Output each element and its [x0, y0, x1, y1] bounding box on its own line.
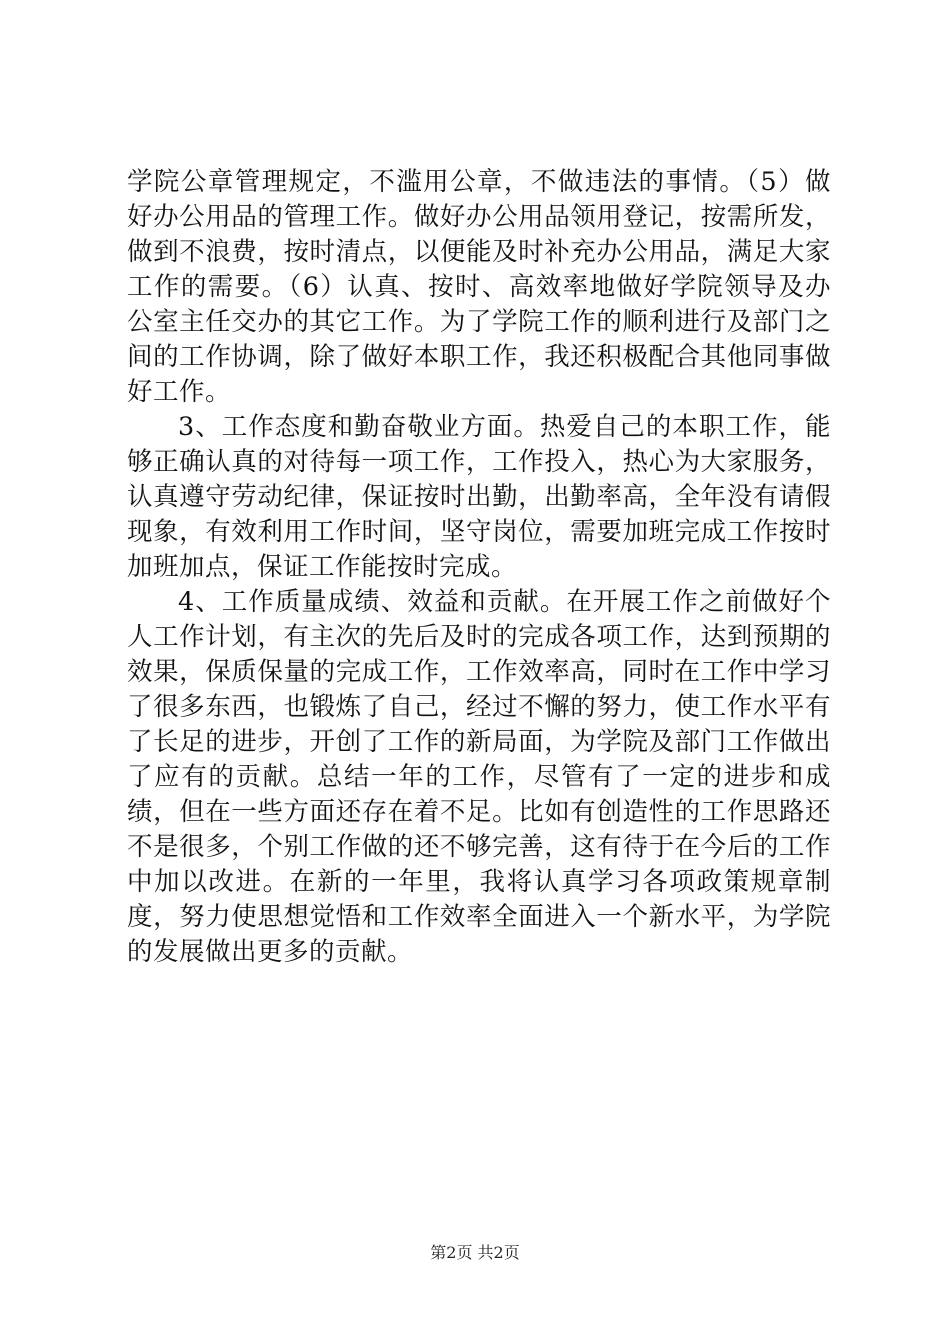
document-body: [127, 165, 831, 970]
page-number-footer: 第2页 共2页: [430, 1243, 520, 1262]
paragraph-work-attitude: 3、工作态度和勤奋敬业方面。热爱自己的本职工作，能够正确认真的对待每一项工作，工作投入，热心为大家服务，认真遵守劳动纪律，保证按时出勤，出勤率高，全年没有请假现象，有效利用工作时间，坚守岗位，需要加班完成工作按时加班加点，保证工作能按时完成。: [127, 412, 831, 582]
paragraph-work-quality: 4、工作质量成绩、效益和贡献。在开展工作之前做好个人工作计划，有主次的先后及时的完成各项工作，达到预期的效果，保质保量的完成工作，工作效率高，同时在工作中学习了很多东西，也锻炼了自己，经过不懈的努力，使工作水平有了长足的进步，开创了工作的新局面，为学院及部门工作做出了应有的贡献。总结一年的工作，尽管有了一定的进步和成绩，但在一些方面还存在着不足。比如有创造性的工作思路还不是很多，个别工作做的还不够完善，这有待于在今后的工作中加以改进。在新的一年里，我将认真学习各项政策规章制度，努力使思想觉悟和工作效率全面进入一个新水平，为学院的发展做出更多的贡献。: [127, 587, 831, 967]
paragraph-continuation: 学院公章管理规定，不滥用公章，不做违法的事情。（5）做好办公用品的管理工作。做好办公用品领用登记，按需所发，做到不浪费，按时清点，以便能及时补充办公用品，满足大家工作的需要。（6）认真、按时、高效率地做好学院领导及办公室主任交办的其它工作。为了学院工作的顺利进行及部门之间的工作协调，除了做好本职工作，我还积极配合其他同事做好工作。: [127, 167, 831, 407]
